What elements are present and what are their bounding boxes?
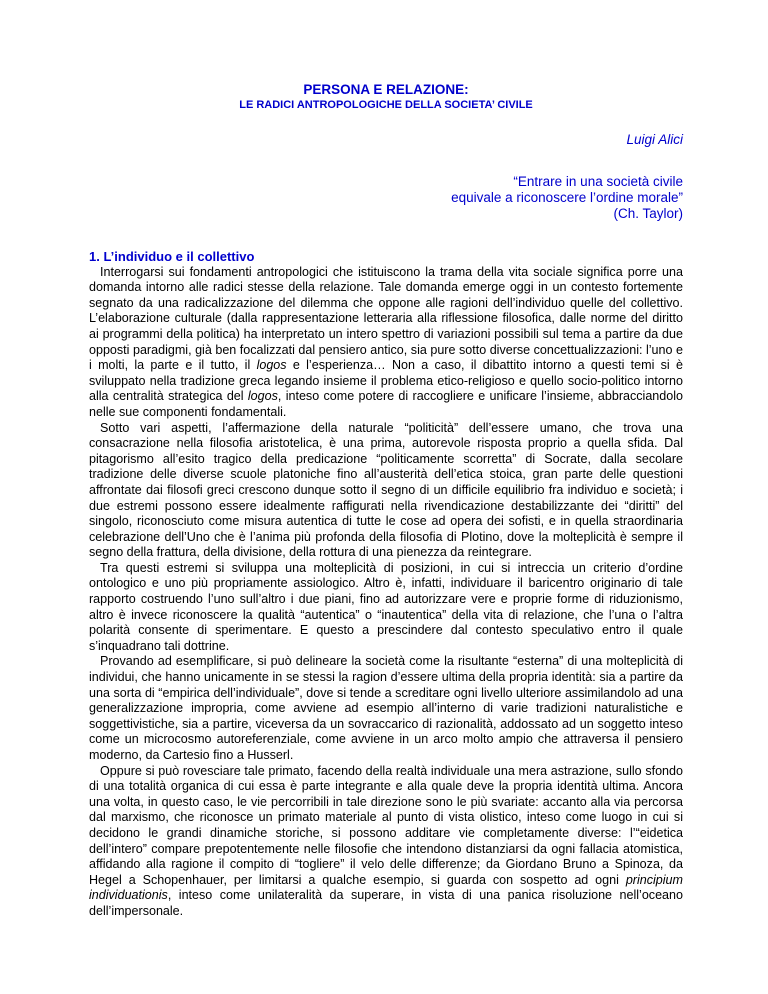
author-name: Luigi Alici: [626, 132, 683, 147]
epigraph-attribution: (Ch. Taylor): [613, 206, 683, 221]
italic-term: principium individuationis: [89, 872, 683, 903]
body-paragraph: Provando ad esemplificare, si può delineare la società come la risultante “esterna” di una molteplicità di individui, che hanno unicamente in se stessi la ragion d’essere ultima della propria identità: sia a partire da una sorta di “empirica dell’individuale”, dove si tende a screditare ogni livello ulteriore assimilandolo ad una generalizzazione impropria, come avviene ad esempio all’interno di varie tradizioni naturalistiche e soggettivistiche, sia a partire, viceversa da un sovraccarico di razionalità, addossato ad un soggetto inteso come un microcosmo autoreferenziale, come avviene in un arco molto ampio che attraversa il pensiero moderno, da Cartesio fino a Husserl.: [89, 654, 683, 762]
epigraph-line: “Entrare in una società civile: [513, 174, 683, 189]
document-title: PERSONA E RELAZIONE:: [303, 82, 469, 97]
body-paragraph: Sotto vari aspetti, l’affermazione della naturale “politicità” dell’essere umano, che trova una consacrazione nella filosofia aristotelica, è una prima, autorevole risposta proprio a quella sfida. Dal pitagorismo all’esito tragico della predicazione “politicamente scorretta” di Socrate, dalla secolare tradizione delle diverse scuole platoniche fino all’austerità dell’etica stoica, gran parte delle questioni affrontate dai filosofi greci crescono dunque sotto il segno di un difficile equilibrio fra individuo e società; i due estremi possono essere idealmente raffigurati nella rivendicazione destabilizzante dei “diritti” del singolo, riconosciuto come misura autentica di tutte le cose ad opera dei sofisti, e in quella straordinaria celebrazione dell’Uno che è l’anima più profonda della filosofia di Plotino, dove la molteplicità è sempre il segno della frattura, della divisione, della rottura di una pienezza da reintegrare.: [89, 420, 683, 560]
document-page: [89, 82, 683, 920]
italic-term: logos: [247, 389, 278, 404]
italic-term: logos: [256, 358, 287, 373]
body-paragraph: [89, 265, 683, 421]
paragraph-text: Interrogarsi sui fondamenti antropologici che istituiscono la trama della vita sociale significa porre una domanda intorno alle radici stesse della relazione. Tale domanda emerge oggi in un contesto fortemente segnato da una radicalizzazione del dilemma che oppone alle ragioni dell’individuo quelle del collettivo. L’elaborazione culturale (dalla rappresentazione letteraria alla riflessione filosofica, dalle norme del diritto ai programmi della politica) ha interpretato un intero spettro di variazioni possibili sul tema a partire da due opposti paradigmi, già ben focalizzati dal pensiero antico, sia pure sotto diverse concettualizzazioni: l’uno e i molti, la parte e il tutto, il: [89, 264, 683, 373]
body-paragraph: [89, 764, 683, 920]
paragraph-text: e l’esperienza… Non a caso, il dibattito intorno a questi temi si è sviluppato nella tradizione greca legando insieme il problema etico-religioso e quello socio-politico intorno alla centralità strategica del: [89, 358, 684, 404]
document-subtitle: LE RADICI ANTROPOLOGICHE DELLA SOCIETA’ CIVILE: [239, 99, 533, 111]
epigraph-line: equivale a riconoscere l’ordine morale”: [451, 190, 683, 205]
paragraph-text: , inteso come unilateralità da superare, in vista di una panica risoluzione nell’oceano dell’impersonale.: [89, 888, 683, 918]
paragraph-text: , inteso come potere di raccogliere e unificare l’insieme, abbracciandolo nelle sue componenti fondamentali.: [89, 389, 683, 419]
epigraph: [89, 174, 683, 222]
body-paragraph: Tra questi estremi si sviluppa una molteplicità di posizioni, in cui si intreccia un criterio d’ordine ontologico e uno più propriamente assiologico. Altro è, infatti, individuare il baricentro originario di tale rapporto costruendo l’uno sull’altro i due piani, fino ad autorizzare vere e proprie forme di riduzionismo, altro è invece riconoscere la qualità “autentica” o “inautentica” della vita di relazione, che l’una o l’altra polarità consente di sperimentare. E questo a prescindere dal contesto speculativo entro il quale s’inquadrano tali dottrine.: [89, 560, 683, 653]
section-heading: 1. L’individuo e il collettivo: [89, 249, 255, 264]
paragraph-text: Oppure si può rovesciare tale primato, facendo della realtà individuale una mera astrazione, sullo sfondo di una totalità organica di cui essa è parte integrante e alla quale deve la propria identità ultima. Ancora una volta, in questo caso, le vie percorribili in tale direzione sono le più svariate: accanto alla via percorsa dal marxismo, che riconosce un primato materiale al punto di vista olistico, inteso come luogo in cui si decidono le grandi dinamiche storiche, si possono additare vie completamente diverse: l’“eidetica dell’intero” compare prepotentemente nelle filosofie che intendono distanziarsi da ogni fallacia atomistica, affidando alla ragione il compito di “togliere” il velo delle differenze; da Giordano Bruno a Spinoza, da Hegel a Schopenhauer, per limitarsi a qualche esempio, si guarda con sospetto ad ogni: [89, 763, 683, 887]
